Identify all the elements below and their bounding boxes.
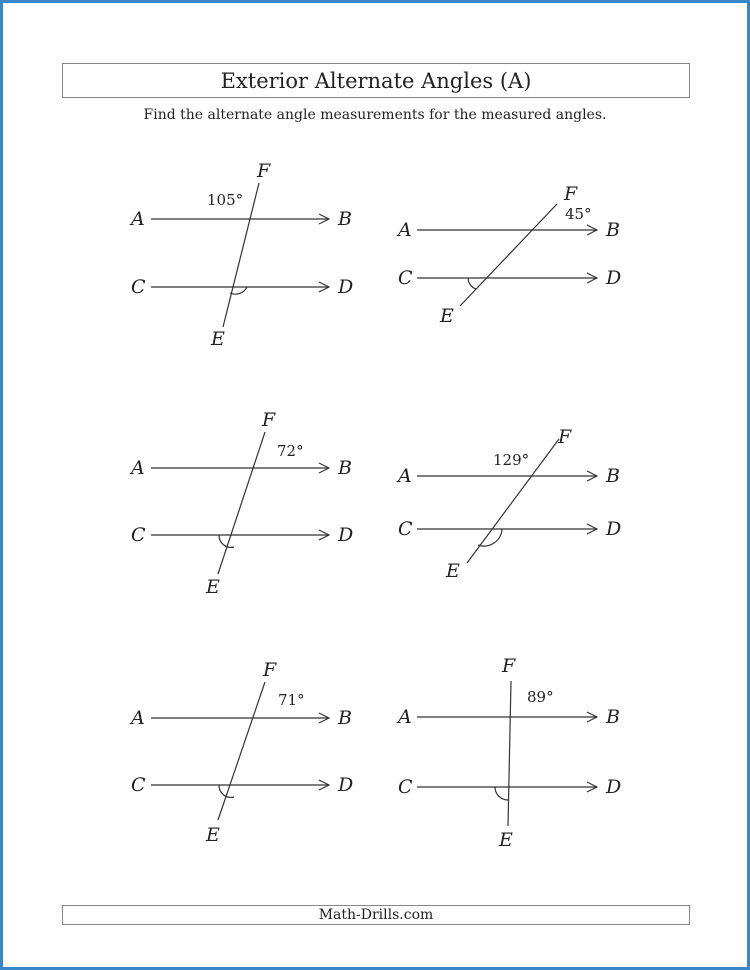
label-b: B xyxy=(606,219,620,241)
label-f: F xyxy=(263,659,277,681)
angle-measure: 89° xyxy=(527,688,554,706)
transversal-ef xyxy=(460,204,557,306)
label-f: F xyxy=(257,160,271,182)
angle-arc xyxy=(495,787,508,800)
label-a: A xyxy=(131,457,145,479)
label-c: C xyxy=(131,774,146,796)
label-f: F xyxy=(564,183,578,205)
label-b: B xyxy=(338,707,352,729)
angle-measure: 72° xyxy=(277,442,304,460)
label-c: C xyxy=(398,267,413,289)
transversal-ef xyxy=(218,682,265,820)
label-a: A xyxy=(398,219,412,241)
angle-arc xyxy=(219,535,234,547)
problem-diagrams xyxy=(3,3,747,967)
page-title-text: Exterior Alternate Angles (A) xyxy=(220,68,532,93)
angle-measure: 105° xyxy=(207,191,244,209)
label-d: D xyxy=(606,518,622,540)
label-e: E xyxy=(499,829,513,851)
label-b: B xyxy=(338,457,352,479)
label-b: B xyxy=(606,706,620,728)
problem-1 xyxy=(129,160,353,350)
label-f: F xyxy=(262,409,276,431)
label-a: A xyxy=(131,707,145,729)
footer-text: Math-Drills.com xyxy=(318,907,434,923)
angle-measure: 45° xyxy=(565,205,592,223)
label-e: E xyxy=(440,305,454,327)
problem-3 xyxy=(129,409,353,598)
label-e: E xyxy=(206,824,220,846)
label-d: D xyxy=(338,524,354,546)
footer xyxy=(62,905,690,925)
transversal-ef xyxy=(218,432,265,574)
label-b: B xyxy=(606,465,620,487)
transversal-ef xyxy=(508,681,511,826)
label-a: A xyxy=(131,208,145,230)
label-d: D xyxy=(338,276,354,298)
label-d: D xyxy=(606,267,622,289)
problem-6 xyxy=(396,655,621,851)
label-f: F xyxy=(502,655,516,677)
label-d: D xyxy=(606,776,622,798)
label-e: E xyxy=(446,560,460,582)
problem-5 xyxy=(129,659,353,846)
label-c: C xyxy=(398,518,413,540)
label-b: B xyxy=(338,208,352,230)
angle-arc xyxy=(468,278,476,289)
label-a: A xyxy=(398,465,412,487)
label-c: C xyxy=(398,776,413,798)
label-e: E xyxy=(206,576,220,598)
label-c: C xyxy=(131,276,146,298)
label-c: C xyxy=(131,524,146,546)
angle-measure: 129° xyxy=(493,451,530,469)
problem-2 xyxy=(396,183,621,327)
label-e: E xyxy=(211,328,225,350)
label-a: A xyxy=(398,706,412,728)
label-d: D xyxy=(338,774,354,796)
label-f: F xyxy=(558,426,572,448)
problem-4 xyxy=(396,426,621,582)
instructions: Find the alternate angle measurements for the measured angles. xyxy=(143,107,607,123)
angle-measure: 71° xyxy=(278,691,305,709)
